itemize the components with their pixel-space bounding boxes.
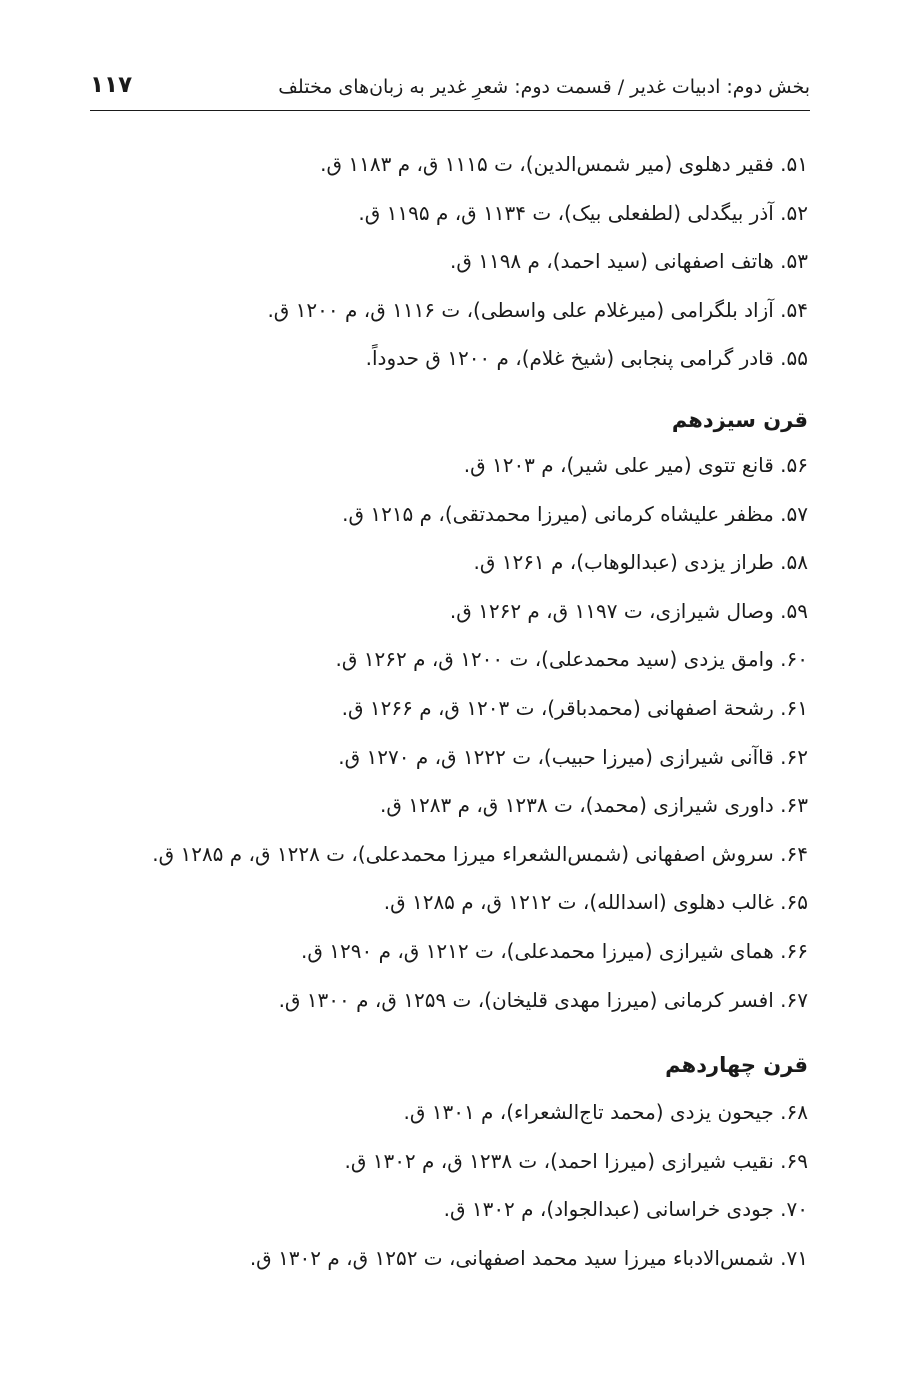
poet-entry: ۶۷. افسر کرمانی (میرزا مهدی قلیخان)، ت ۱۲۵۹ ق، م ۱۳۰۰ ق. xyxy=(278,987,808,1012)
poet-entry: ۶۳. داوری شیرازی (محمد)، ت ۱۲۳۸ ق، م ۱۲۸۳ ق. xyxy=(380,793,808,818)
poet-entry: ۷۱. شمس‌الادباء میرزا سید محمد اصفهانی، ت ۱۲۵۲ ق، م ۱۳۰۲ ق. xyxy=(249,1245,808,1270)
poet-entry: ۶۹. نقیب شیرازی (میرزا احمد)، ت ۱۲۳۸ ق، م ۱۳۰۲ ق. xyxy=(344,1148,808,1173)
poet-entry: ۶۵. غالب دهلوی (اسدالله)، ت ۱۲۱۲ ق، م ۱۲۸۵ ق. xyxy=(383,890,808,915)
poet-entry: ۶۱. رشحة اصفهانی (محمدباقر)، ت ۱۲۰۳ ق، م ۱۲۶۶ ق. xyxy=(341,695,808,720)
poet-list-14th-century xyxy=(70,1088,808,1282)
running-header xyxy=(90,66,810,111)
poet-entry: ۵۶. قانع تتوی (میر علی شیر)، م ۱۲۰۳ ق. xyxy=(463,452,808,477)
page-number: ۱۱۷ xyxy=(90,72,133,98)
running-title: بخش دوم: ادبیات غدیر / قسمت دوم: شعرِ غدیر به زبان‌های مختلف xyxy=(278,76,810,98)
poet-entry: ۵۱. فقیر دهلوی (میر شمس‌الدین)، ت ۱۱۱۵ ق، م ۱۱۸۳ ق. xyxy=(320,152,808,176)
poet-list-section-1 xyxy=(70,140,808,383)
poet-entry: ۵۳. هاتف اصفهانی (سید احمد)، م ۱۱۹۸ ق. xyxy=(449,249,808,274)
poet-entry: ۶۲. قاآنی شیرازی (میرزا حبیب)، ت ۱۲۲۲ ق، م ۱۲۷۰ ق. xyxy=(338,744,808,769)
poet-entry: ۵۴. آزاد بلگرامی (میرغلام علی واسطی)، ت ۱۱۱۶ ق، م ۱۲۰۰ ق. xyxy=(267,297,808,322)
poet-entry: ۵۲. آذر بیگدلی (لطفعلی بیک)، ت ۱۱۳۴ ق، م ۱۱۹۵ ق. xyxy=(358,200,808,225)
section-heading-13th-century: قرن سیزدهم xyxy=(671,407,808,432)
poet-entry: ۷۰. جودی خراسانی (عبدالجواد)، م ۱۳۰۲ ق. xyxy=(443,1197,808,1222)
poet-list-13th-century xyxy=(70,441,808,1024)
poet-entry: ۵۹. وصال شیرازی، ت ۱۱۹۷ ق، م ۱۲۶۲ ق. xyxy=(449,598,808,623)
poet-entry: ۵۸. طراز یزدی (عبدالوهاب)، م ۱۲۶۱ ق. xyxy=(473,550,808,575)
poet-entry: ۶۴. سروش اصفهانی (شمس‌الشعراء میرزا محمدعلی)، ت ۱۲۲۸ ق، م ۱۲۸۵ ق. xyxy=(152,841,808,866)
poet-entry: ۶۸. جیحون یزدی (محمد تاج‌الشعراء)، م ۱۳۰۱ ق. xyxy=(403,1100,808,1125)
poet-entry: ۵۵. قادر گرامی پنجابی (شیخ غلام)، م ۱۲۰۰ ق حدوداً. xyxy=(365,346,808,371)
page-body xyxy=(70,140,808,1282)
poet-entry: ۶۶. همای شیرازی (میرزا محمدعلی)، ت ۱۲۱۲ ق، م ۱۲۹۰ ق. xyxy=(301,938,808,963)
poet-entry: ۵۷. مظفر علیشاه کرمانی (میرزا محمدتقی)، م ۱۲۱۵ ق. xyxy=(342,501,808,526)
section-heading-14th-century: قرن چهاردهم xyxy=(665,1053,808,1078)
poet-entry: ۶۰. وامق یزدی (سید محمدعلی)، ت ۱۲۰۰ ق، م ۱۲۶۲ ق. xyxy=(335,647,808,672)
